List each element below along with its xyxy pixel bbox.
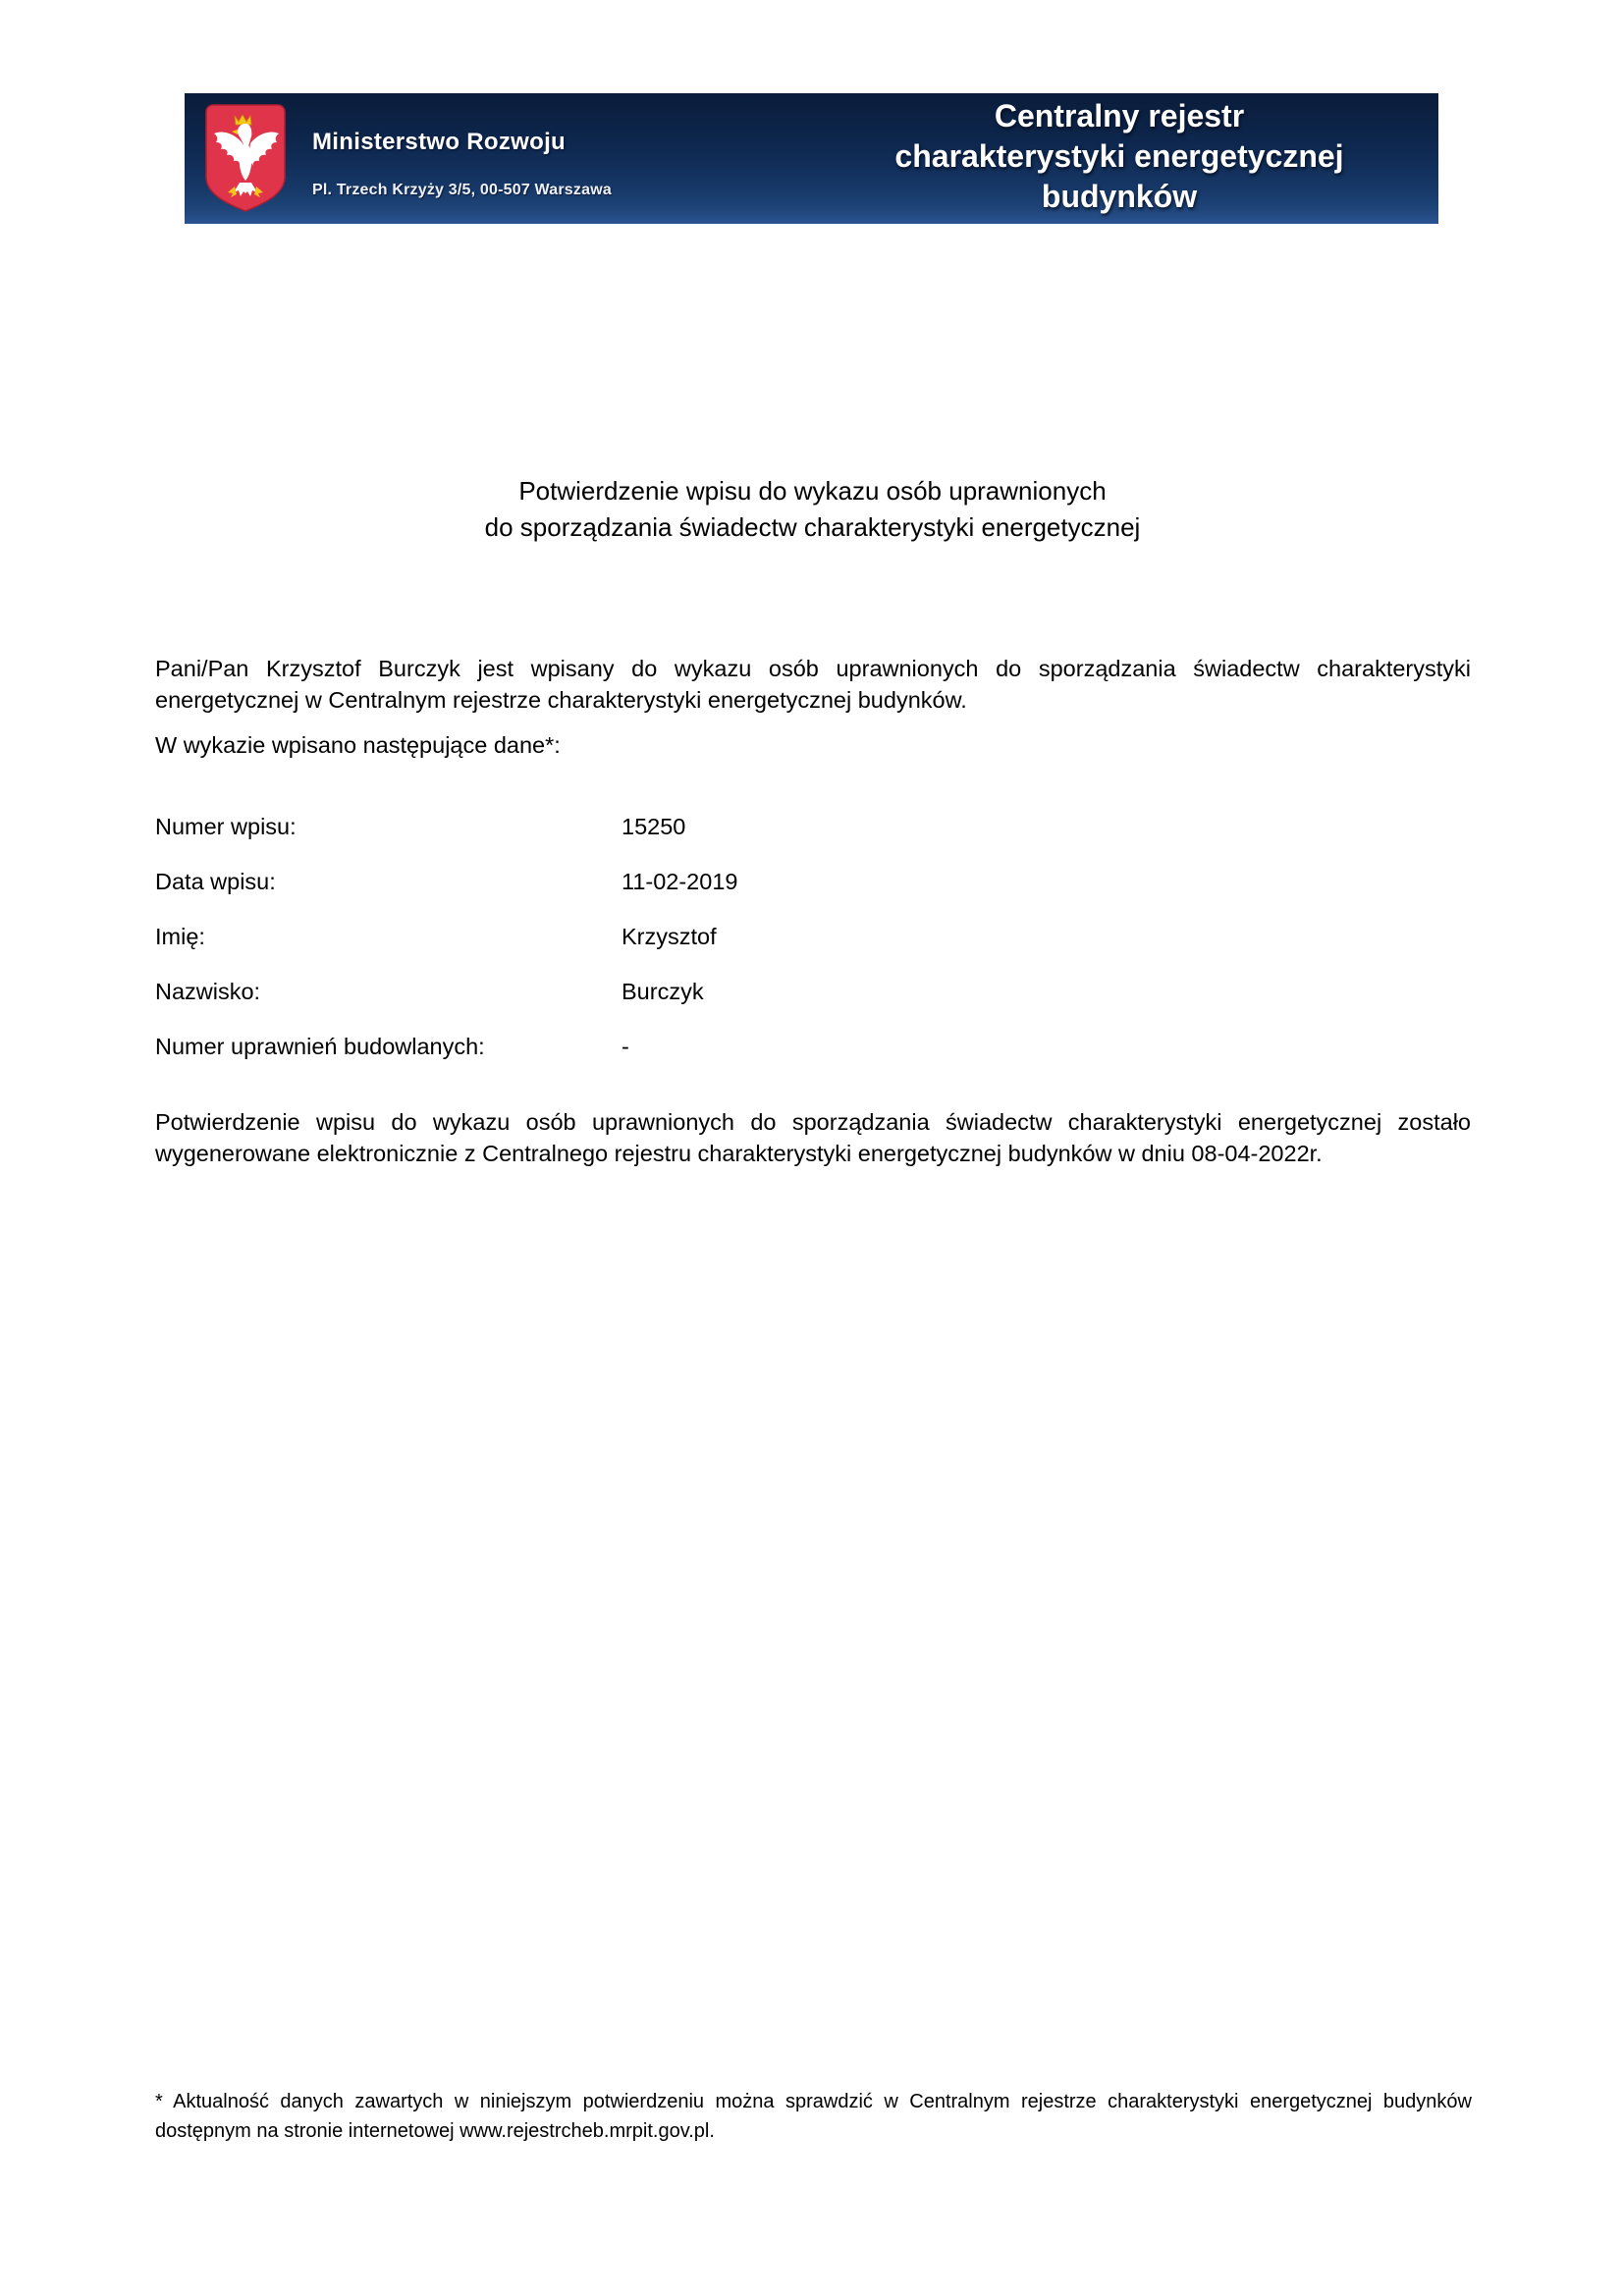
ministry-address: Pl. Trzech Krzyży 3/5, 00-507 Warszawa <box>312 182 612 198</box>
footnote: * Aktualność danych zawartych w niniejszym potwierdzeniu można sprawdzić w Centralnym rejestrze charakterystyki energetycznej budynków dostępnym na stronie internetowej www.rejestrcheb.mrpit.gov.pl. <box>155 2091 1472 2142</box>
list-intro: W wykazie wpisano następujące dane*: <box>155 732 561 758</box>
intro-paragraph: Pani/Pan Krzysztof Burczyk jest wpisany do wykazu osób uprawnionych do sporządzania świadectw charakterystyki energetycznej w Centralnym rejestrze charakterystyki energetycznej budynków. <box>155 656 1471 713</box>
polish-eagle-coat-of-arms-icon <box>205 104 286 212</box>
ministry-name: Ministerstwo Rozwoju <box>312 129 566 155</box>
document-title-line2: do sporządzania świadectw charakterystyki energetycznej <box>484 512 1141 542</box>
field-row-numer-wpisu <box>155 814 1235 869</box>
field-row-data-wpisu <box>155 869 1235 924</box>
generated-paragraph: Potwierdzenie wpisu do wykazu osób uprawnionych do sporządzania świadectw charakterystyki energetycznej zostało wygenerowane elektronicznie z Centralnego rejestru charakterystyki energetycznej budynków w dniu 08-04-2022r. <box>155 1109 1471 1166</box>
field-value: - <box>622 1034 629 1059</box>
field-value: 11-02-2019 <box>622 869 738 894</box>
register-title-line3: budynków <box>1041 179 1198 214</box>
header-banner <box>185 93 1438 224</box>
field-row-nazwisko <box>155 979 1235 1034</box>
field-label: Numer uprawnień budowlanych: <box>155 1034 485 1059</box>
field-value: Krzysztof <box>622 924 717 949</box>
field-label: Data wpisu: <box>155 869 276 894</box>
register-title-line2: charakterystyki energetycznej <box>894 138 1344 174</box>
register-title-line1: Centralny rejestr <box>994 98 1245 133</box>
fields-list <box>155 814 1235 1089</box>
field-label: Numer wpisu: <box>155 814 297 839</box>
field-row-imie <box>155 924 1235 979</box>
field-value: 15250 <box>622 814 686 839</box>
field-row-numer-uprawnien <box>155 1034 1235 1089</box>
field-value: Burczyk <box>622 979 704 1004</box>
field-label: Nazwisko: <box>155 979 261 1004</box>
document-title-line1: Potwierdzenie wpisu do wykazu osób uprawnionych <box>518 476 1107 506</box>
field-label: Imię: <box>155 924 205 949</box>
register-title <box>805 96 1434 217</box>
document-title <box>155 473 1470 546</box>
